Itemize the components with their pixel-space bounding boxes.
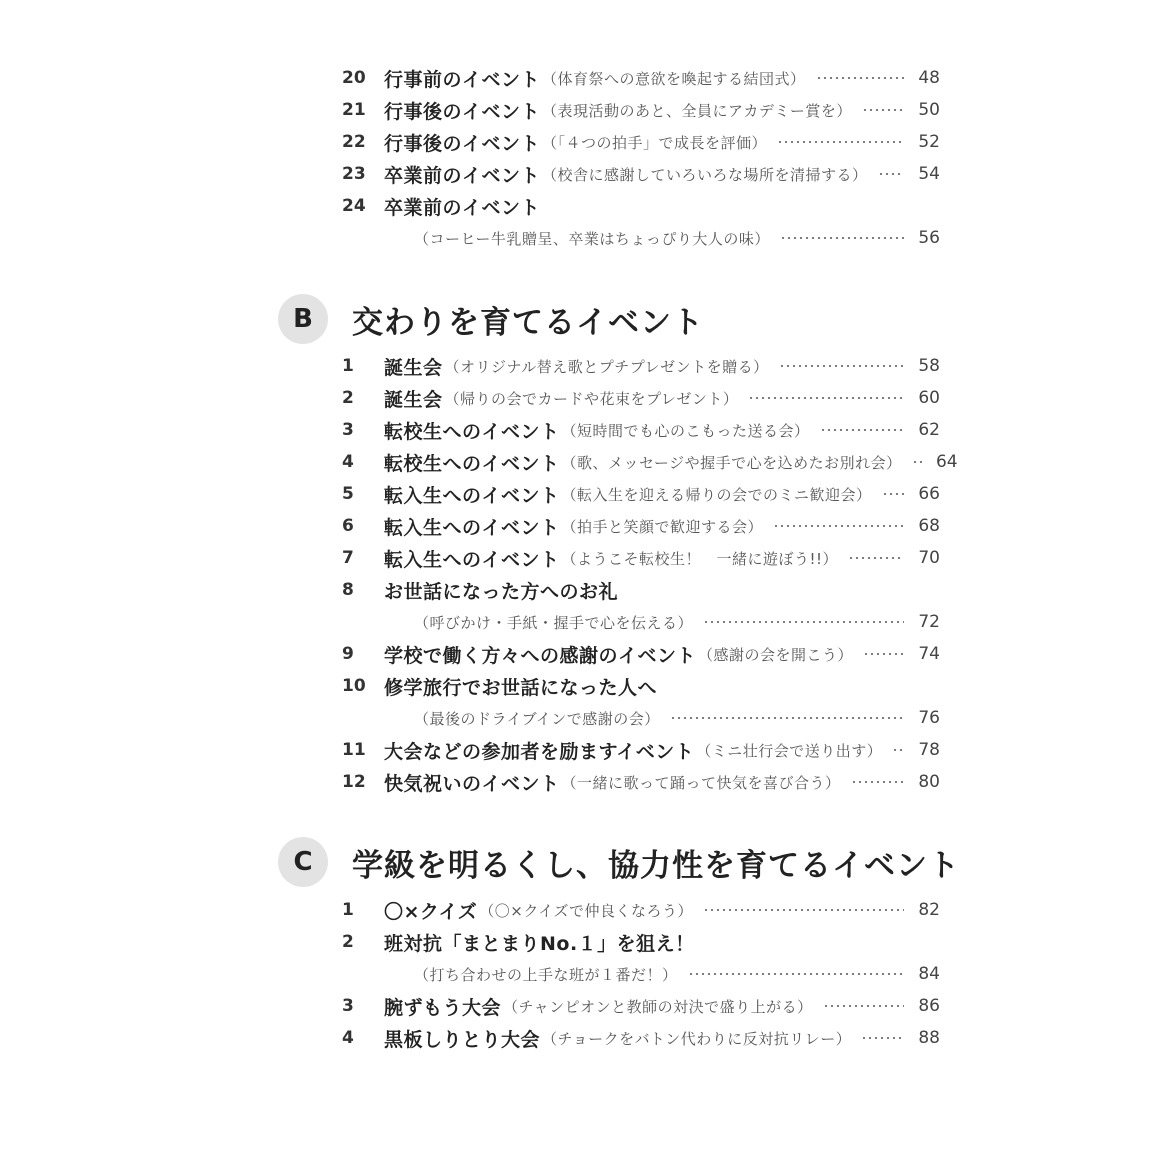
entry-page: 66 bbox=[918, 484, 940, 504]
dot-leader bbox=[878, 173, 904, 175]
entry-page: 84 bbox=[918, 964, 940, 984]
toc-entry[interactable] bbox=[340, 1022, 940, 1054]
toc-entry[interactable] bbox=[340, 414, 940, 446]
entry-page: 80 bbox=[918, 772, 940, 792]
entry-number: 22 bbox=[342, 132, 366, 152]
entry-title: 班対抗「まとまりNo.１」を狙え！ bbox=[384, 932, 695, 955]
entry-number: 7 bbox=[342, 548, 354, 568]
entry-page: 56 bbox=[918, 228, 940, 248]
entry-subtitle: （チャンピオンと教師の対決で盛り上がる） bbox=[503, 997, 813, 1016]
dot-leader bbox=[851, 781, 904, 783]
toc-entry[interactable] bbox=[340, 478, 940, 510]
entry-subtitle: （ミニ壮行会で送り出す） bbox=[696, 741, 883, 760]
entry-number: 24 bbox=[342, 196, 366, 216]
entry-subtitle: （校舎に感謝していろいろな場所を清掃する） bbox=[542, 165, 868, 184]
toc-entry[interactable] bbox=[340, 446, 958, 478]
entry-page: 78 bbox=[918, 740, 940, 760]
entry-subtitle: （「４つの拍手」で成長を評価） bbox=[542, 133, 768, 152]
toc-entry[interactable] bbox=[340, 382, 940, 414]
dot-leader bbox=[863, 653, 904, 655]
toc-entry[interactable] bbox=[340, 94, 940, 126]
entry-page: 48 bbox=[918, 68, 940, 88]
section-b-heading bbox=[278, 294, 704, 344]
toc-entry[interactable] bbox=[340, 574, 940, 606]
section-c-heading bbox=[278, 837, 960, 887]
entry-title: 黒板しりとり大会 bbox=[384, 1028, 541, 1051]
dot-leader bbox=[848, 557, 904, 559]
entry-page: 82 bbox=[918, 900, 940, 920]
entry-subtitle: （拍手と笑顔で歓迎する会） bbox=[561, 517, 764, 536]
dot-leader bbox=[912, 461, 922, 463]
entry-page: 58 bbox=[918, 356, 940, 376]
entry-page: 68 bbox=[918, 516, 940, 536]
toc-entry[interactable] bbox=[340, 62, 940, 94]
toc-section-b-entries bbox=[340, 350, 958, 798]
entry-page: 70 bbox=[918, 548, 940, 568]
entry-page: 86 bbox=[918, 996, 940, 1016]
toc-entry[interactable] bbox=[340, 638, 940, 670]
dot-leader bbox=[823, 1005, 904, 1007]
dot-leader bbox=[820, 429, 904, 431]
toc-entry[interactable] bbox=[340, 766, 940, 798]
entry-page: 54 bbox=[918, 164, 940, 184]
entry-title: 〇×クイズ bbox=[384, 900, 478, 923]
entry-title: 転校生へのイベント bbox=[384, 420, 560, 443]
dot-leader bbox=[816, 77, 904, 79]
entry-subtitle: （表現活動のあと、全員にアカデミー賞を） bbox=[542, 101, 852, 120]
entry-title: 転校生へのイベント bbox=[384, 452, 560, 475]
entry-number: 3 bbox=[342, 996, 354, 1016]
entry-number: 23 bbox=[342, 164, 366, 184]
entry-title: 転入生へのイベント bbox=[384, 484, 560, 507]
entry-subtitle: （呼びかけ・手紙・握手で心を伝える） bbox=[414, 613, 694, 632]
entry-page: 72 bbox=[918, 612, 940, 632]
entry-title: 行事前のイベント bbox=[384, 68, 541, 91]
dot-leader bbox=[703, 621, 904, 623]
entry-number: 2 bbox=[342, 932, 354, 952]
entry-number: 1 bbox=[342, 356, 354, 376]
entry-page: 88 bbox=[918, 1028, 940, 1048]
section-title: 交わりを育てるイベント bbox=[352, 304, 704, 341]
entry-title: 転入生へのイベント bbox=[384, 548, 560, 571]
entry-number: 9 bbox=[342, 644, 354, 664]
toc-entry-continuation[interactable] bbox=[340, 958, 940, 990]
toc-entry[interactable] bbox=[340, 990, 940, 1022]
entry-subtitle: （〇×クイズで仲良くなろう） bbox=[479, 901, 693, 920]
toc-entry[interactable] bbox=[340, 670, 940, 702]
entry-title: 快気祝いのイベント bbox=[384, 772, 560, 795]
entry-subtitle: （オリジナル替え歌とプチプレゼントを贈る） bbox=[444, 357, 769, 376]
toc-entry[interactable] bbox=[340, 350, 940, 382]
dot-leader bbox=[688, 973, 904, 975]
entry-title: 大会などの参加者を励ますイベント bbox=[384, 740, 695, 763]
toc-entry[interactable] bbox=[340, 734, 940, 766]
entry-title: お世話になった方へのお礼 bbox=[384, 580, 619, 603]
entry-subtitle: （帰りの会でカードや花束をプレゼント） bbox=[444, 389, 739, 408]
section-title: 学級を明るくし、協力性を育てるイベント bbox=[352, 847, 960, 884]
toc-entry[interactable] bbox=[340, 190, 940, 222]
toc-section-c-entries bbox=[340, 894, 940, 1054]
entry-title: 腕ずもう大会 bbox=[384, 996, 502, 1019]
entry-subtitle: （転入生を迎える帰りの会でのミニ歓迎会） bbox=[561, 485, 872, 504]
dot-leader bbox=[748, 397, 904, 399]
entry-number: 5 bbox=[342, 484, 354, 504]
entry-number: 11 bbox=[342, 740, 366, 760]
dot-leader bbox=[780, 237, 904, 239]
entry-title: 修学旅行でお世話になった人へ bbox=[384, 676, 658, 699]
toc-entry[interactable] bbox=[340, 510, 940, 542]
entry-number: 21 bbox=[342, 100, 366, 120]
dot-leader bbox=[773, 525, 904, 527]
dot-leader bbox=[862, 109, 904, 111]
dot-leader bbox=[779, 365, 904, 367]
entry-number: 10 bbox=[342, 676, 366, 696]
dot-leader bbox=[892, 749, 904, 751]
toc-entry[interactable] bbox=[340, 542, 940, 574]
entry-title: 行事後のイベント bbox=[384, 132, 541, 155]
entry-subtitle: （歌、メッセージや握手で心を込めたお別れ会） bbox=[561, 453, 902, 472]
entry-title: 誕生会 bbox=[384, 356, 443, 379]
toc-entry-continuation[interactable] bbox=[340, 606, 940, 638]
entry-subtitle: （最後のドライブインで感謝の会） bbox=[414, 709, 660, 728]
entry-title: 卒業前のイベント bbox=[384, 164, 541, 187]
toc-entry-continuation[interactable] bbox=[340, 222, 940, 254]
entry-number: 20 bbox=[342, 68, 366, 88]
entry-number: 3 bbox=[342, 420, 354, 440]
entry-subtitle: （一緒に歌って踊って快気を喜び合う） bbox=[561, 773, 841, 792]
entry-subtitle: （ようこそ転校生！ 一緒に遊ぼう!!） bbox=[561, 549, 839, 568]
dot-leader bbox=[703, 909, 904, 911]
dot-leader bbox=[670, 717, 904, 719]
entry-title: 卒業前のイベント bbox=[384, 196, 541, 219]
toc-entry[interactable] bbox=[340, 126, 940, 158]
entry-title: 転入生へのイベント bbox=[384, 516, 560, 539]
toc-section-a-entries bbox=[340, 62, 940, 254]
toc-entry-continuation[interactable] bbox=[340, 702, 940, 734]
dot-leader bbox=[777, 141, 904, 143]
toc-entry[interactable] bbox=[340, 894, 940, 926]
entry-title: 誕生会 bbox=[384, 388, 443, 411]
entry-page: 62 bbox=[918, 420, 940, 440]
toc-entry[interactable] bbox=[340, 158, 940, 190]
entry-number: 1 bbox=[342, 900, 354, 920]
entry-subtitle: （チョークをバトン代わりに反対抗リレー） bbox=[542, 1029, 852, 1048]
entry-title: 学校で働く方々への感謝のイベント bbox=[384, 644, 697, 667]
entry-subtitle: （体育祭への意欲を喚起する結団式） bbox=[542, 69, 806, 88]
entry-number: 2 bbox=[342, 388, 354, 408]
entry-subtitle: （打ち合わせの上手な班が１番だ！） bbox=[414, 965, 678, 984]
entry-subtitle: （短時間でも心のこもった送る会） bbox=[561, 421, 810, 440]
dot-leader bbox=[882, 493, 904, 495]
entry-number: 12 bbox=[342, 772, 366, 792]
entry-page: 74 bbox=[918, 644, 940, 664]
entry-number: 4 bbox=[342, 452, 354, 472]
entry-number: 6 bbox=[342, 516, 354, 536]
entry-page: 60 bbox=[918, 388, 940, 408]
entry-number: 4 bbox=[342, 1028, 354, 1048]
entry-page: 50 bbox=[918, 100, 940, 120]
section-letter-badge: B bbox=[278, 294, 328, 344]
entry-subtitle: （コーヒー牛乳贈呈、卒業はちょっぴり大人の味） bbox=[414, 229, 770, 248]
toc-entry[interactable] bbox=[340, 926, 940, 958]
entry-page: 76 bbox=[918, 708, 940, 728]
entry-number: 8 bbox=[342, 580, 354, 600]
entry-page: 64 bbox=[935, 452, 958, 472]
section-letter-badge: C bbox=[278, 837, 328, 887]
dot-leader bbox=[861, 1037, 904, 1039]
entry-page: 52 bbox=[918, 132, 940, 152]
entry-subtitle: （感謝の会を開こう） bbox=[698, 645, 854, 664]
entry-title: 行事後のイベント bbox=[384, 100, 541, 123]
